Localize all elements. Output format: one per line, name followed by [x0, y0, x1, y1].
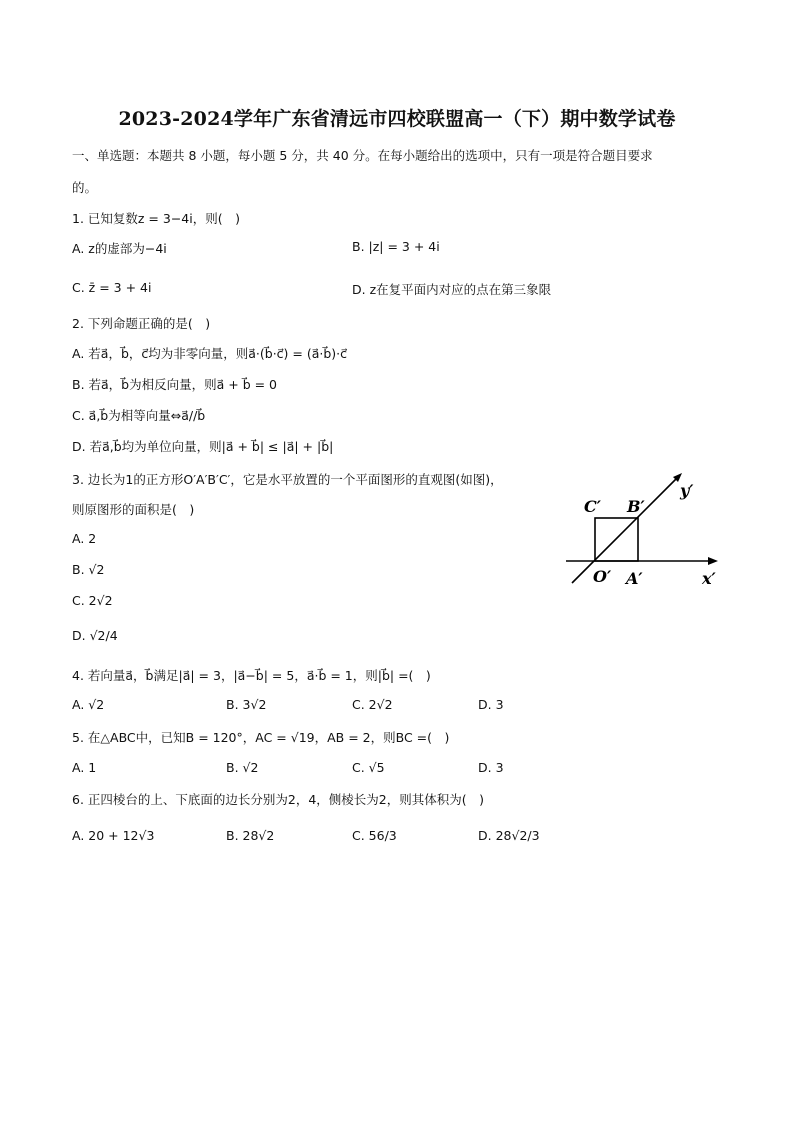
question-3-option-d: D. √2/4 [72, 628, 118, 643]
question-5-stem: 5. 在△ABC中，已知B = 120°，AC = √19，AB = 2，则BC =( ) [72, 730, 450, 745]
label-y-prime: y′ [680, 481, 694, 500]
question-4-stem: 4. 若向量a⃗，b⃗满足|a⃗| = 3，|a⃗−b⃗| = 5，a⃗·b⃗ = 1，则|b⃗| =( ) [72, 668, 431, 683]
question-6-option-d: D. 28√2/3 [478, 828, 540, 843]
question-6-option-b: B. 28√2 [226, 828, 275, 843]
question-1-option-d: D. z在复平面内对应的点在第三象限 [352, 282, 552, 297]
question-6-option-c: C. 56/3 [352, 828, 397, 843]
label-x-prime: x′ [702, 569, 716, 588]
x-axis-arrowhead [708, 557, 718, 565]
oblique-view-figure [562, 470, 732, 590]
question-5-option-a: A. 1 [72, 760, 97, 775]
y-axis [572, 477, 678, 583]
question-3-stem-line-2: 则原图形的面积是( ) [72, 502, 195, 517]
question-2-option-d: D. 若a⃗,b⃗均为单位向量，则|a⃗ + b⃗| ≤ |a⃗| + |b⃗| [72, 439, 334, 454]
question-5-option-b: B. √2 [226, 760, 259, 775]
label-c-prime: C′ [584, 497, 601, 516]
question-2-option-a: A. 若a⃗，b⃗，c⃗均为非零向量，则a⃗·(b⃗·c⃗) = (a⃗·b⃗)·c⃗ [72, 346, 348, 361]
question-3-option-b: B. √2 [72, 562, 105, 577]
exam-title: 2023-2024学年广东省清远市四校联盟高一（下）期中数学试卷 [118, 108, 676, 130]
label-o-prime: O′ [593, 567, 612, 586]
question-4-option-a: A. √2 [72, 697, 105, 712]
question-1-option-c: C. z̄ = 3 + 4i [72, 280, 152, 295]
question-5-option-d: D. 3 [478, 760, 504, 775]
question-4-option-d: D. 3 [478, 697, 504, 712]
question-6-stem: 6. 正四棱台的上、下底面的边长分别为2，4，侧棱长为2，则其体积为( ) [72, 792, 485, 807]
question-2-option-b: B. 若a⃗，b⃗为相反向量，则a⃗ + b⃗ = 0 [72, 377, 278, 392]
section-instructions-line-1: 一、单选题：本题共 8 小题，每小题 5 分，共 40 分。在每小题给出的选项中，只有一项是符合题目要求 [72, 148, 653, 163]
question-4-option-b: B. 3√2 [226, 697, 267, 712]
question-5-option-c: C. √5 [352, 760, 385, 775]
question-3-stem-line-1: 3. 边长为1的正方形O′A′B′C′，它是水平放置的一个平面图形的直观图(如图)， [72, 472, 503, 487]
question-3-option-c: C. 2√2 [72, 593, 113, 608]
question-1-option-b: B. |z| = 3 + 4i [352, 239, 440, 254]
section-instructions-line-2: 的。 [72, 180, 98, 195]
question-3-option-a: A. 2 [72, 531, 97, 546]
label-a-prime: A′ [626, 569, 643, 588]
question-1-stem: 1. 已知复数z = 3−4i，则( ) [72, 211, 240, 226]
question-2-stem: 2. 下列命题正确的是( ) [72, 316, 211, 331]
question-2-option-c: C. a⃗,b⃗为相等向量⇔a⃗//b⃗ [72, 408, 206, 423]
label-b-prime: B′ [627, 497, 645, 516]
question-4-option-c: C. 2√2 [352, 697, 393, 712]
question-1-option-a: A. z的虚部为−4i [72, 241, 167, 256]
question-6-option-a: A. 20 + 12√3 [72, 828, 155, 843]
